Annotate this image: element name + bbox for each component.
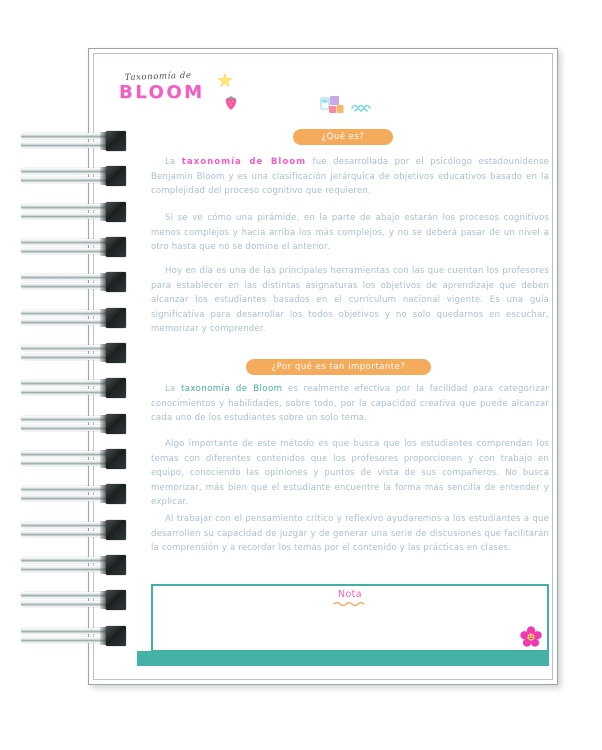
toy-blocks-icon — [319, 95, 389, 119]
coil-cap — [106, 414, 126, 434]
coil-cap — [106, 131, 126, 151]
para-4-lead: La — [165, 384, 181, 394]
squiggle-underline-icon — [333, 601, 367, 607]
coil-cap — [106, 378, 126, 398]
spiral-coil — [18, 554, 126, 578]
spiral-coil — [18, 413, 126, 437]
coil-cap — [106, 202, 126, 222]
footer-accent-bar — [137, 651, 549, 666]
spiral-coil — [18, 271, 126, 295]
coil-cap — [106, 308, 126, 328]
para-1-highlight: taxonomía de Bloom — [181, 157, 307, 167]
paragraph-importante-2: Algo importante de este método es que busca que los estudiantes comprendan los temas con diferentes contenidos que los profesores proporcionen y con trabajo en equipo, conociendo las opiniones y puntos de vista de sus compañeros. No busca memorizar, más bien que el estudiante encuentre la forma más sencilla de entender y explicar. — [151, 439, 549, 507]
coil-cap — [106, 272, 126, 292]
strawberry-icon — [223, 93, 239, 111]
page-content — [99, 59, 547, 674]
coil-cap — [106, 166, 126, 186]
coil-cap — [106, 555, 126, 575]
section-heading-por-que-importante[interactable]: ¿Por qué es tan importante? — [246, 359, 431, 375]
spiral-coil — [18, 519, 126, 543]
para-4-highlight: taxonomía de Bloom — [180, 384, 283, 394]
section-heading-que-es[interactable]: ¿Qué es? — [293, 129, 393, 145]
nota-box[interactable] — [151, 584, 549, 652]
spiral-coil — [18, 236, 126, 260]
paragraph-que-es-2: Si se ve cómo una pirámide, en la parte de abajo estarán los procesos cognitivos menos complejos y hacia arriba los más complejos, y no se deberá pasar de un nivel a otro hasta que no se domine el anterior. — [151, 213, 549, 252]
spiral-coil — [18, 483, 126, 507]
spiral-coil — [18, 201, 126, 225]
spiral-coil — [18, 130, 126, 154]
spiral-coil — [18, 625, 126, 649]
spiral-coil — [18, 589, 126, 613]
star-icon — [215, 71, 235, 91]
spiral-coil — [18, 377, 126, 401]
spiral-coil — [18, 448, 126, 472]
coil-cap — [106, 484, 126, 504]
spiral-coil — [18, 342, 126, 366]
paragraph-importante-3: Al trabajar con el pensamiento crítico y reflexivo ayudaremos a los estudiantes a que desarrollen su capacidad de juzgar y de generar una serie de discusiones que facilitarán la comprensión y a recordar los temas por el contenido y las prácticas en clases. — [151, 514, 549, 553]
coil-cap — [106, 590, 126, 610]
flower-icon — [520, 626, 542, 648]
coil-cap — [106, 237, 126, 257]
spiral-coil — [18, 307, 126, 331]
coil-cap — [106, 626, 126, 646]
para-1-rest: fue desarrollada por el psicólogo estadounidense Benjamin Bloom y es una clasificación jerárquica de objetivos educativos basado en la complejidad del proceso cognitivo que requieren. — [151, 157, 549, 196]
paragraph-que-es-1 — [151, 155, 549, 199]
spiral-binding — [18, 130, 126, 660]
squiggle-icon — [352, 106, 370, 112]
logo-script-text: Taxonomía de — [124, 70, 192, 83]
nota-label: Nota — [337, 589, 363, 600]
coil-cap — [106, 449, 126, 469]
paragraph-que-es-3: Hoy en día es una de las principales herramientas con las que cuentan los profesores para establecer en las distintas asignaturas los objetivos de aprendizaje que deben alcanzar los estudiantes basados en el currículum nacional vigente. Es una guía significativa para desarrollar los todos objetivos y no solo quedarnos en escuchar, memorizar y comprender. — [151, 266, 549, 334]
coil-cap — [106, 520, 126, 540]
page-header — [119, 70, 539, 119]
spiral-coil — [18, 165, 126, 189]
para-4-rest: es realmente efectiva por la facilidad para categorizar conocimientos y habilidades, sobre todo, por la capacidad creativa que puede alcanzar cada uno de los estudiantes sobre un solo tema. — [151, 384, 549, 423]
notebook-sheet — [88, 48, 558, 685]
logo-wordmark: BLOOM — [119, 82, 205, 103]
paragraph-importante-1 — [151, 382, 549, 426]
para-1-lead: La — [165, 157, 182, 167]
brand-logo — [119, 70, 259, 103]
coil-cap — [106, 343, 126, 363]
